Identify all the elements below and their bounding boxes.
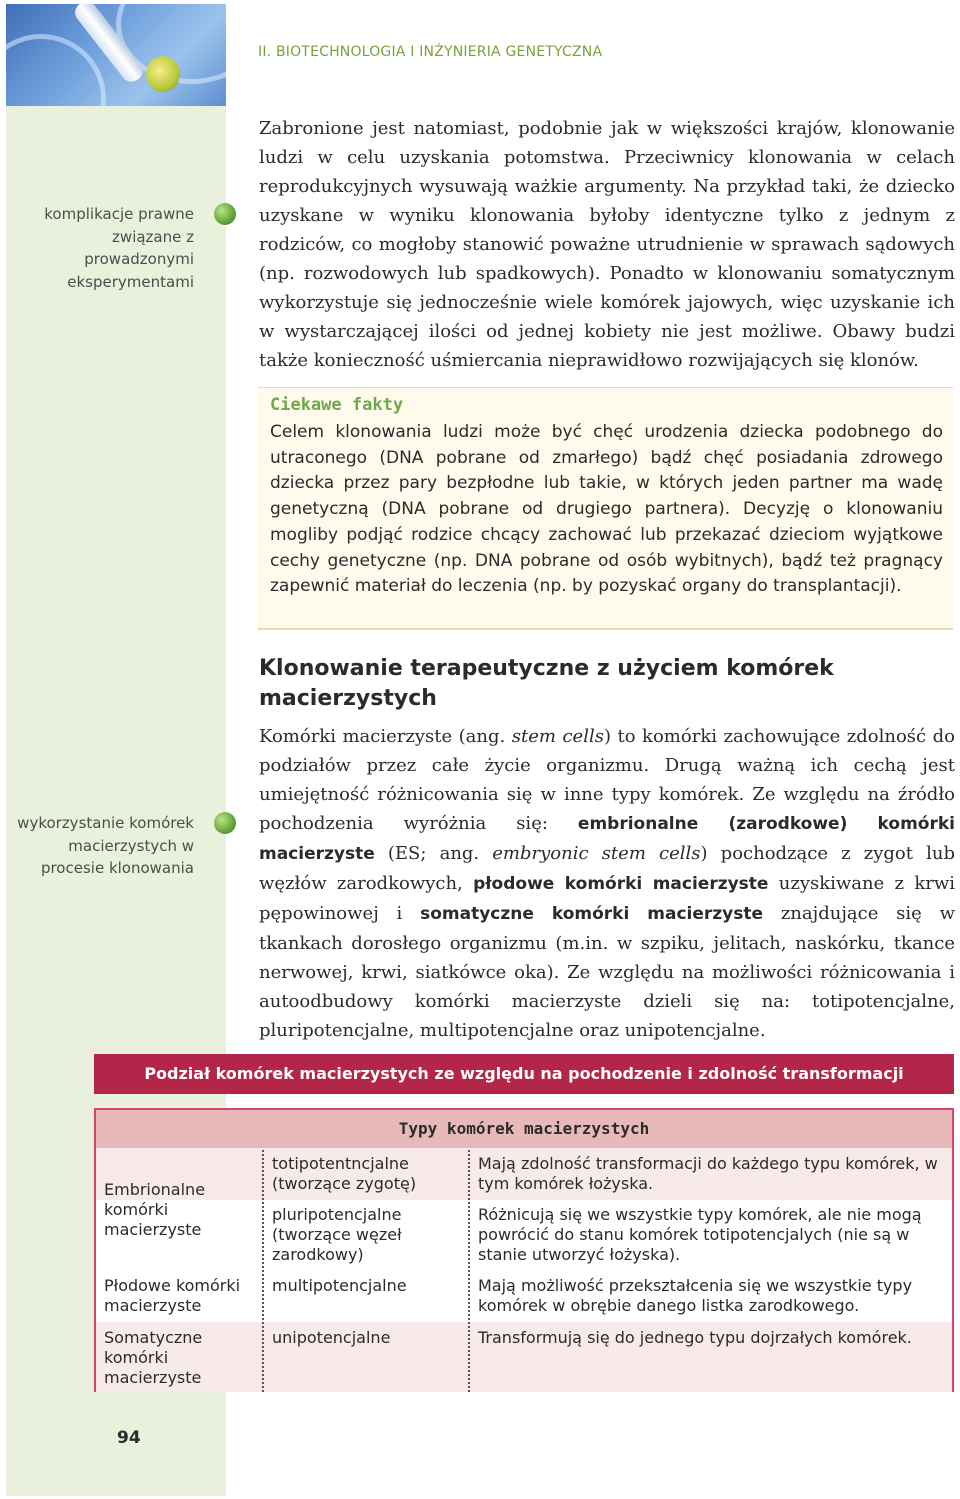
type-pluripotent: pluripotencjalne (tworzące węzeł zarodkowy) [272, 1205, 402, 1264]
origin-plodowe: Płodowe komórki macierzyste [104, 1276, 241, 1315]
type-unipotent: unipotencjalne [272, 1328, 391, 1347]
desc-totipotent: Mają zdolność transformacji do każdego typu komórek, w tym komórek łożyska. [478, 1154, 938, 1193]
desc-multipotent: Mają możliwość przekształcenia się we wszystkie typy komórek w obrębie danego listka zarodkowego. [478, 1276, 913, 1315]
column-divider [262, 1150, 264, 1392]
fact-box-title: Ciekawe fakty [270, 395, 404, 415]
bullet-icon [214, 203, 236, 225]
table-header-label: Typy komórek macierzystych [398, 1119, 650, 1138]
paragraph-stem-cells: Komórki macierzyste (ang. stem cells) to komórki zachowujące zdolność do podziałów przez całe życie organizmu. Drugą ważną ich cechą jest umiejętność różnicowania się w inne typy komórek. Ze względu na źródło pochodzenia wyróżnia się: embrionalne (zarodkowe) komórki macierzyste (ES; ang. embryonic stem cells) pochodzące z zygot lub węzłów zarodkowych, płodowe komórki macierzyste uzyskiwane z krwi pępowinowej i somatyczne komórki macierzyste znajdujące się w tkankach dorosłego organizmu (m.in. w szpiku, jelitach, naskórku, tkance nerwowej, krwi, siatkówce oka). Ze względu na możliwości różnicowania i autoodbudowy komórki macierzyste dzieli się na: totipotencjalne, pluripotencjalne, multipotencjalne oraz unipotencjalne. [259, 726, 955, 1041]
desc-pluripotent: Różnicują się we wszystkie typy komórek, ale nie mogą powrócić do stanu komórek totipotencjalych (nie są w stanie utworzyć łożyska). [478, 1205, 922, 1264]
chapter-title: II. BIOTECHNOLOGIA I INŻYNIERIA GENETYCZNA [258, 44, 603, 60]
desc-unipotent: Transformują się do jednego typu dojrzałych komórek. [478, 1328, 912, 1347]
origin-embrionalne: Embrionalne komórki macierzyste [104, 1180, 206, 1239]
paragraph-cloning-ban: Zabronione jest natomiast, podobnie jak w większości krajów, klonowanie ludzi w celu uzyskania potomstwa. Przeciwnicy klonowania w celach reprodukcyjnych wysuwają ważkie argumenty. Na przykład taki, że dziecko uzyskane w wyniku klonowania byłoby identyczne tylko z jednym z rodziców, co mogłoby stanowić poważne utrudnienie w sprawach sądowych (np. rozwodowych lub spadkowych). Ponadto w klonowaniu somatycznym wykorzystuje się jednocześnie wiele komórek jajowych, więc uzyskanie ich w wystarczającej ilości od jednej kobiety nie jest możliwe. Obawy budzi także konieczność uśmiercania nieprawidłowo rozwijających się klonów. [259, 118, 955, 371]
header-photo-pipette [6, 4, 226, 106]
page-number: 94 [117, 1428, 141, 1448]
origin-somatyczne: Somatyczne komórki macierzyste [104, 1328, 203, 1387]
stem-cell-table [94, 1108, 954, 1392]
fact-box-text: Celem klonowania ludzi może być chęć urodzenia dziecka podobnego do utraconego (DNA pobrane od zmarłego) bądź chęć posiadania zdrowego dziecka przez pary bezpłodne lub takie, w których jeden partner ma wadę genetyczną (DNA pobrane od drugiego partnera). Decyzję o klonowaniu mogliby podjąć rodzice chcący zachować lub przekazać dzieciom wyjątkowe cechy genetyczne (np. DNA pobrane od osób wybitnych), bądź też pragnący zapewnić materiał do leczenia (np. by pozyskać organy do transplantacji). [270, 422, 943, 597]
column-divider [468, 1150, 470, 1392]
table-banner: Podział komórek macierzystych ze względu na pochodzenie i zdolność transformacji [94, 1054, 954, 1094]
bullet-icon [214, 812, 236, 834]
margin-note-stem-cells: wykorzystanie komórek macierzystych w procesie klonowania [17, 814, 194, 877]
type-multipotent: multipotencjalne [272, 1276, 407, 1295]
type-totipotent: totipotentncjalne (tworzące zygotę) [272, 1154, 417, 1193]
margin-note-legal: komplikacje prawne związane z prowadzonymi eksperymentami [44, 205, 194, 291]
section-heading: Klonowanie terapeutyczne z użyciem komórek macierzystych [259, 656, 834, 711]
